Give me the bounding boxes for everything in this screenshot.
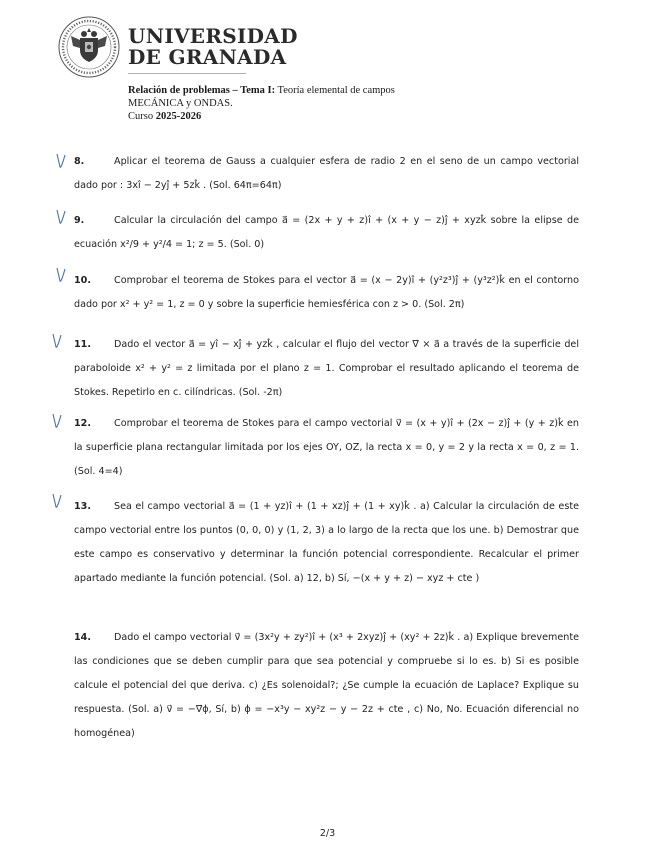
document-title-bold: Relación de problemas – Tema I:	[128, 85, 276, 96]
problem-text: Dado el campo vectorial v⃗ = (3x²y + zy²)î + (x³ + 2xyz)ĵ + (xy² + 2z)k̂ . a) Explique brevemente las condiciones que se deben cumplir para que sea potencial y compruebe si lo es. b) Si es posible calcule el potencial del que deriva. c) ¿Es solenoidal?; ¿Se cumple la ecuación de Laplace? Explique su respuesta. (Sol. a) v⃗ = −∇⃗ϕ, Sí, b) ϕ = −x³y − xy²z − y − 2z + cte , c) No, No. Ecuación diferencial no homogénea)	[74, 632, 579, 739]
university-name	[128, 26, 298, 68]
problem-text: Comprobar el teorema de Stokes para el vector a⃗ = (x − 2y)î + (y²z³)ĵ + (y³z²)k̂ en el contorno dado por x² + y² = 1, z = 0 y sobre la superficie hemiesférica con z > 0. (Sol. 2π)	[74, 275, 579, 310]
problem-number: 12.	[74, 418, 91, 429]
problem-text: Dado el vector a⃗ = yî − xĵ + yzk̂ , calcular el flujo del vector ∇⃗ × a⃗ a través de la superficie del paraboloide x² + y² = z limitada por el plano z = 1. Comprobar el resultado aplicando el teorema de Stokes. Repetirlo en c. cilíndricas. (Sol. -2π)	[74, 339, 579, 398]
header-divider	[128, 73, 246, 74]
problem-text: Sea el campo vectorial a⃗ = (1 + yz)î + (1 + xz)ĵ + (1 + xy)k̂ . a) Calcular la circulación de este campo vectorial entre los puntos (0, 0, 0) y (1, 2, 3) a lo largo de la recta que los une. b) Demostrar que este campo es conservativo y determinar la función potencial correspondiente. Recalcular el primer apartado mediante la función potencial. (Sol. a) 12, b) Sí, −(x + y + z) − xyz + cte )	[74, 501, 579, 584]
problem-item	[74, 495, 579, 591]
course-label: Curso	[128, 111, 156, 122]
check-mark-icon	[56, 208, 66, 226]
check-mark-icon	[52, 332, 62, 350]
subject-name: MECÁNICA y ONDAS.	[128, 98, 233, 109]
course-line	[128, 110, 395, 123]
problem-text: Aplicar el teorema de Gauss a cualquier esfera de radio 2 en el seno de un campo vectorial dado por : 3xî − 2yĵ + 5zk̂ . (Sol. 64π=64π)	[74, 156, 579, 191]
problem-number: 13.	[74, 501, 91, 512]
problem-number: 11.	[74, 339, 91, 350]
problem-number: 14.	[74, 632, 91, 643]
course-year: 2025-2026	[155, 111, 202, 122]
problem-item	[74, 333, 579, 405]
problem-number: 9.	[74, 215, 85, 226]
problem-item	[74, 412, 579, 484]
check-mark-icon	[56, 266, 66, 284]
page-number: 2/3	[319, 828, 336, 839]
document-meta	[128, 84, 395, 123]
university-name-line1: UNIVERSIDAD	[128, 24, 298, 48]
check-mark-icon	[56, 152, 66, 170]
check-mark-icon	[52, 492, 62, 510]
university-seal-icon	[58, 16, 120, 78]
check-mark-icon	[52, 412, 62, 430]
problem-item	[74, 209, 579, 257]
document-title-rest: Teoría elemental de campos	[275, 85, 395, 96]
document-title	[128, 84, 395, 97]
problem-text: Comprobar el teorema de Stokes para el campo vectorial v⃗ = (x + y)î + (2x − z)ĵ + (y + z)k̂ en la superficie plana rectangular limitada por los ejes OY, OZ, la recta x = 0, y = 2 y la recta x = 0, z = 1. (Sol. 4=4)	[74, 418, 579, 477]
problem-number: 8.	[74, 156, 85, 167]
problem-item	[74, 150, 579, 198]
problem-text: Calcular la circulación del campo a⃗ = (2x + y + z)î + (x + y − z)ĵ + xyzk̂ sobre la elipse de ecuación x²/9 + y²/4 = 1; z = 5. (Sol. 0)	[74, 215, 579, 250]
university-name-line2: DE GRANADA	[128, 45, 287, 69]
problem-number: 10.	[74, 275, 91, 286]
problem-item	[74, 269, 579, 317]
problem-item	[74, 626, 579, 746]
